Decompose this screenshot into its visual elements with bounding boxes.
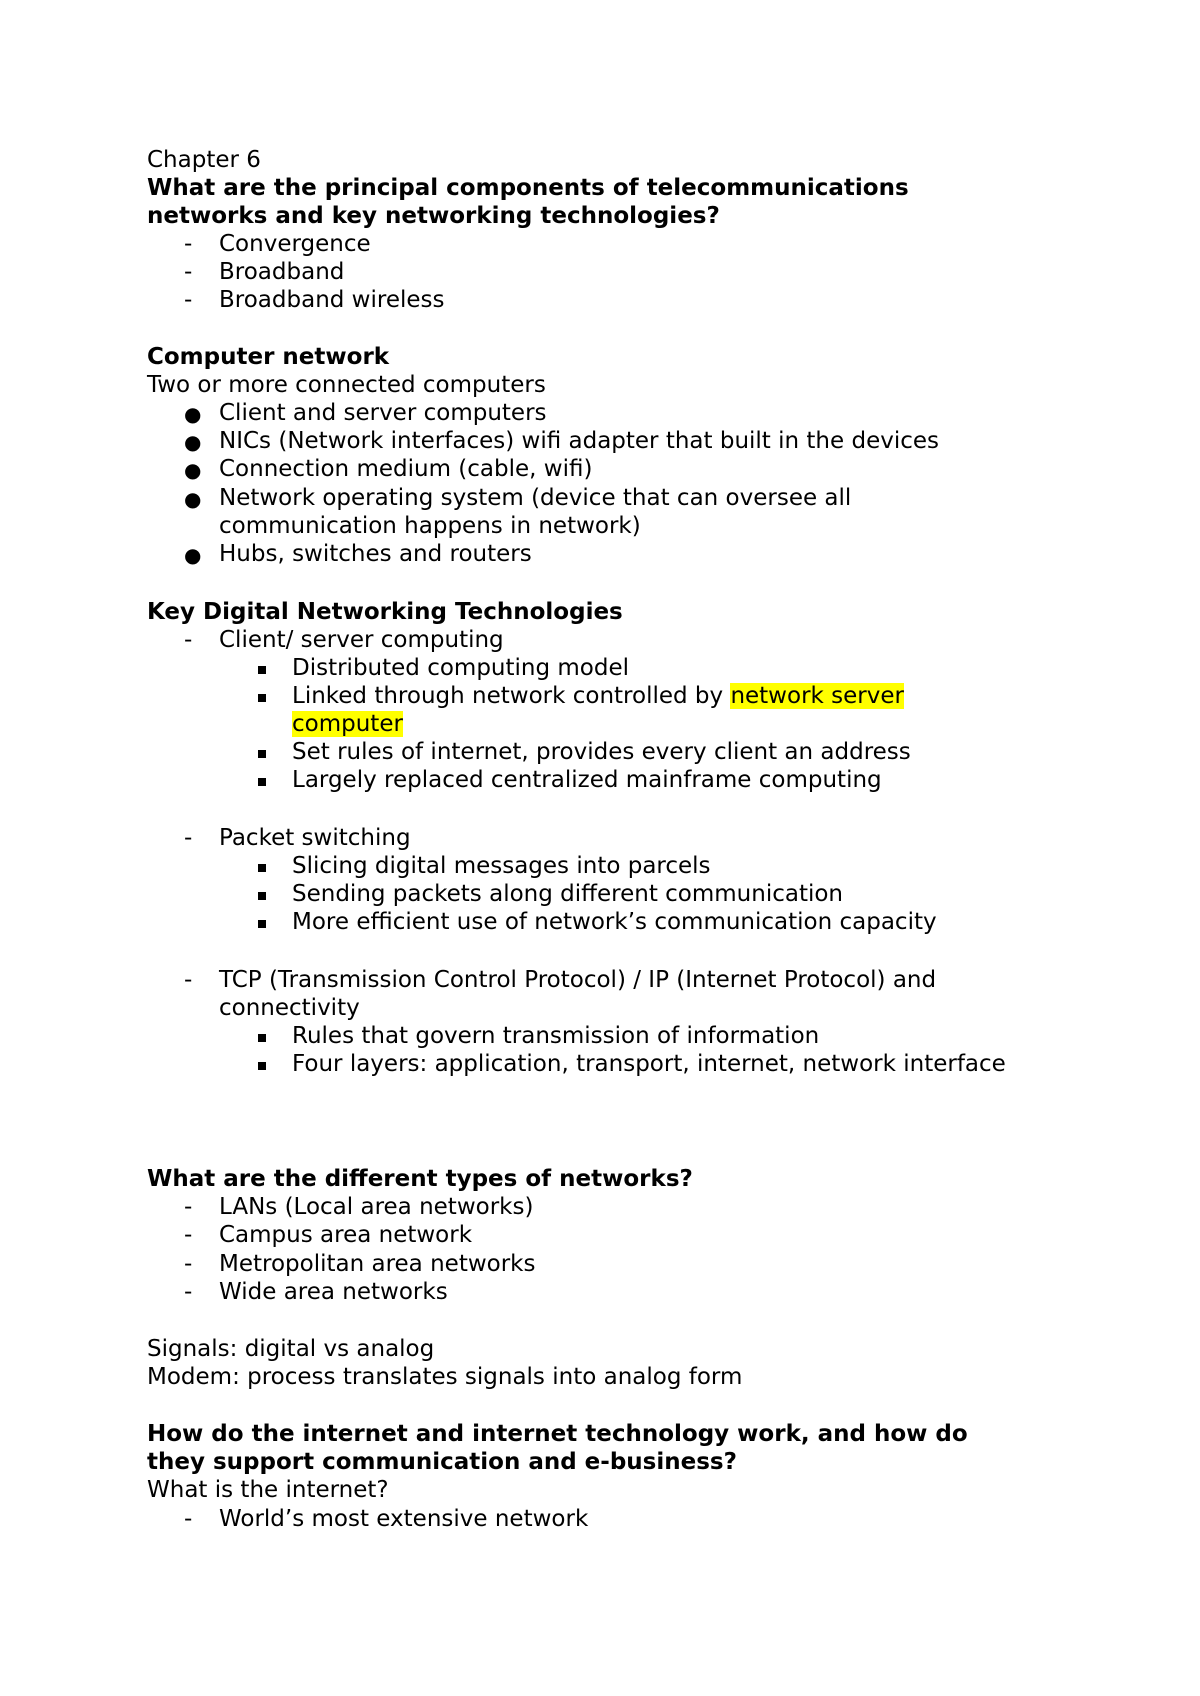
modem-line: Modem: process translates signals into analog form — [147, 1364, 743, 1390]
client-server-label: Client/ server computing — [219, 627, 504, 653]
square-bullet — [258, 1034, 266, 1042]
sub-item: Rules that govern transmission of information — [292, 1023, 820, 1049]
dash-bullet: - — [184, 825, 193, 851]
square-bullet — [258, 864, 266, 872]
q3-heading-line1: How do the internet and internet technology work, and how do — [147, 1421, 968, 1447]
square-bullet — [258, 892, 266, 900]
dash-bullet: - — [184, 627, 193, 653]
list-item: LANs (Local area networks) — [219, 1194, 534, 1220]
highlighted-text: computer — [292, 711, 403, 737]
square-bullet — [258, 778, 266, 786]
sub-item: Slicing digital messages into parcels — [292, 853, 711, 879]
dash-bullet: - — [184, 1194, 193, 1220]
square-bullet — [258, 750, 266, 758]
tcp-label-line1: TCP (Transmission Control Protocol) / IP (Internet Protocol) and — [219, 967, 937, 993]
q1-heading-line1: What are the principal components of telecommunications — [147, 175, 909, 201]
square-bullet — [258, 920, 266, 928]
list-item: Metropolitan area networks — [219, 1251, 536, 1277]
dash-bullet: - — [184, 1506, 193, 1532]
signals-line: Signals: digital vs analog — [147, 1336, 435, 1362]
list-item: Client and server computers — [219, 400, 547, 426]
q2-heading: What are the different types of networks? — [147, 1166, 693, 1192]
q3-subheading: What is the internet? — [147, 1477, 389, 1503]
highlighted-text: network server — [730, 683, 904, 709]
list-item: Broadband — [219, 259, 345, 285]
dash-bullet: - — [184, 287, 193, 313]
round-bullet: ● — [184, 543, 202, 567]
list-item: World’s most extensive network — [219, 1506, 589, 1532]
sub-item-text: Linked through network controlled by — [292, 683, 731, 709]
list-item: Hubs, switches and routers — [219, 541, 532, 567]
sub-item: Largely replaced centralized mainframe computing — [292, 767, 882, 793]
computer-network-definition: Two or more connected computers — [147, 372, 546, 398]
sub-item: More efficient use of network’s communication capacity — [292, 909, 937, 935]
dash-bullet: - — [184, 1251, 193, 1277]
packet-switching-label: Packet switching — [219, 825, 411, 851]
square-bullet — [258, 694, 266, 702]
sub-item: Sending packets along different communication — [292, 881, 844, 907]
key-tech-heading: Key Digital Networking Technologies — [147, 599, 623, 625]
sub-item-linked — [292, 682, 904, 710]
chapter-title: Chapter 6 — [147, 147, 261, 173]
tcp-label-line2: connectivity — [219, 995, 360, 1021]
round-bullet: ● — [184, 430, 202, 454]
list-item: Convergence — [219, 231, 371, 257]
list-item: Wide area networks — [219, 1279, 448, 1305]
sub-item: Set rules of internet, provides every client an address — [292, 739, 911, 765]
sub-item: Four layers: application, transport, internet, network interface — [292, 1051, 1006, 1077]
q3-heading-line2: they support communication and e-business? — [147, 1449, 737, 1475]
sub-item-continuation — [292, 710, 403, 738]
dash-bullet: - — [184, 231, 193, 257]
dash-bullet: - — [184, 1222, 193, 1248]
q1-heading-line2: networks and key networking technologies? — [147, 203, 720, 229]
dash-bullet: - — [184, 967, 193, 993]
list-item: Connection medium (cable, wifi) — [219, 456, 593, 482]
square-bullet — [258, 666, 266, 674]
square-bullet — [258, 1062, 266, 1070]
dash-bullet: - — [184, 259, 193, 285]
round-bullet: ● — [184, 458, 202, 482]
list-item: Campus area network — [219, 1222, 473, 1248]
round-bullet: ● — [184, 487, 202, 511]
list-item: Broadband wireless — [219, 287, 445, 313]
computer-network-heading: Computer network — [147, 344, 390, 370]
sub-item: Distributed computing model — [292, 655, 630, 681]
list-item: NICs (Network interfaces) wifi adapter that built in the devices — [219, 428, 939, 454]
dash-bullet: - — [184, 1279, 193, 1305]
list-item: Network operating system (device that can oversee all — [219, 485, 852, 511]
list-item-continuation: communication happens in network) — [219, 513, 641, 539]
round-bullet: ● — [184, 402, 202, 426]
